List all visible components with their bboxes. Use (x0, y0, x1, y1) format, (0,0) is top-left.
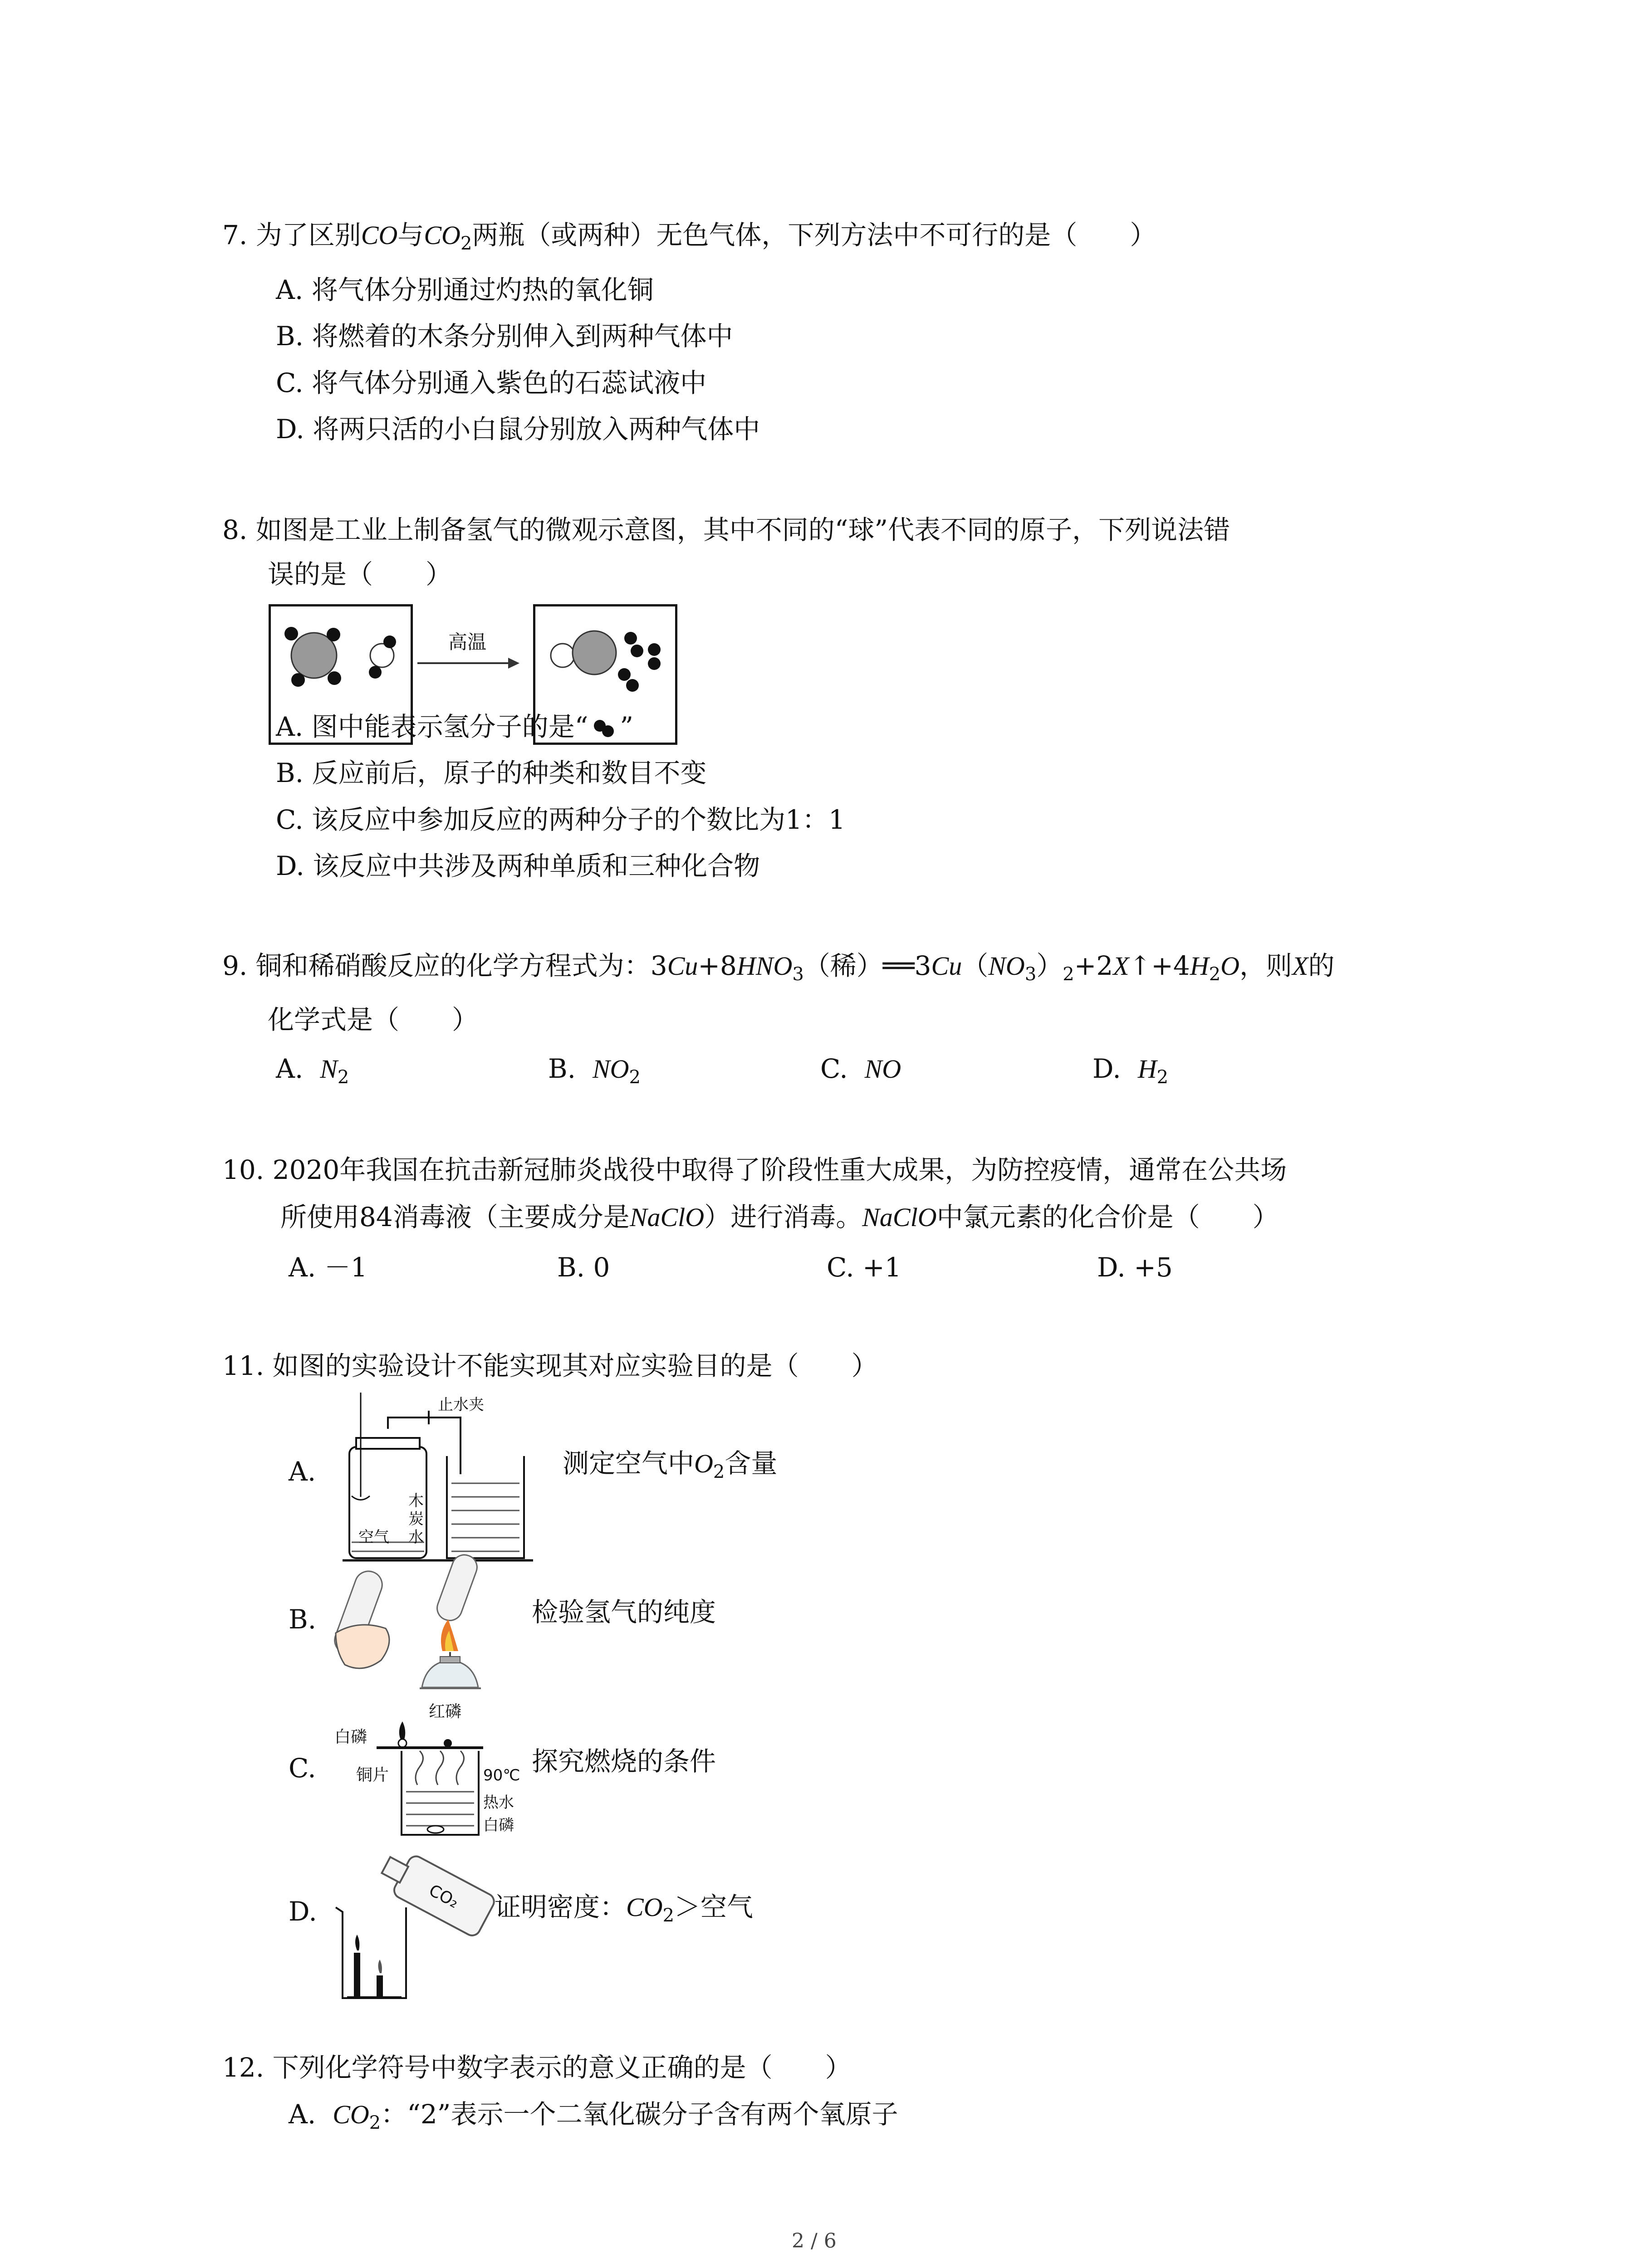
q7-option-d: D. 将两只活的小白鼠分别放入两种气体中 (276, 414, 760, 445)
q12-stem: 12. 下列化学符号中数字表示的意义正确的是（ ） (222, 2052, 852, 2083)
q9-option-b: B. $NO_2$ (548, 1053, 641, 1088)
q10-stem-line2: 所使用84消毒液（主要成分是NaClO）进行消毒。NaClO中氯元素的化合价是（ ） (280, 1202, 1279, 1232)
q10-option-b: B. 0 (557, 1252, 610, 1283)
q11-option-d-text: 证明密度：$CO_2>$空气 (495, 1892, 754, 1926)
q11-c-white-phosphorus-2-label: 白磷 (483, 1816, 514, 1834)
q11-d-co2-bottle-label: CO₂ (426, 1881, 462, 1912)
q9-stem-line2: 化学式是（ ） (268, 1004, 479, 1035)
q11-a-air-label: 空气 (358, 1528, 389, 1546)
q10-option-a: A. －1 (289, 1252, 367, 1283)
q9-option-d: D. $H_2$ (1092, 1053, 1169, 1088)
q11-a-tan-label: 炭 (408, 1510, 424, 1528)
q11-c-hot-water-label: 热水 (483, 1794, 514, 1812)
q8-stem-line2: 误的是（ ） (268, 559, 452, 590)
q10-option-d: D. +5 (1097, 1252, 1173, 1283)
q9-option-a: A. $N_2$ (276, 1053, 349, 1088)
q11-option-a-label: A. (289, 1456, 316, 1487)
q11-figure-b (331, 1551, 504, 1706)
q11-option-b-label: B. (289, 1604, 317, 1635)
q10-stem-line1: 10. 2020年我国在抗击新冠肺炎战役中取得了阶段性重大成果，为防控疫情，通常在公共场 (222, 1154, 1287, 1185)
q11-option-c-label: C. (289, 1753, 316, 1784)
q8-arrow (413, 622, 522, 681)
q12-option-a: A. $CO_2$：“2”表示一个二氧化碳分子含有两个氧原子 (289, 2099, 898, 2133)
q11-figure-d (333, 1853, 506, 2003)
q11-c-temp-label: 90℃ (483, 1766, 520, 1784)
q11-a-mu-label: 木 (408, 1492, 424, 1510)
q8-arrow-label: 高温 (448, 631, 487, 653)
q11-c-red-phosphorus-label: 红磷 (429, 1702, 462, 1721)
q7-stem: 7. 为了区别CO与$CO_2$两瓶（或两种）无色气体，下列方法中不可行的是（ ） (222, 220, 1156, 254)
q9-stem-line1: 9. 铜和稀硝酸反应的化学方程式为：$3Cu+8HNO_3$（稀）$══3Cu(NO_3)_2+2X↑+4H_2O$，则X的 (222, 950, 1335, 985)
hydrogen-molecule-icon (588, 713, 620, 740)
q8-option-c: C. 该反应中参加反应的两种分子的个数比为1：1 (276, 804, 845, 835)
q8-option-a: A. 图中能表示氢分子的是“ ” (276, 711, 634, 742)
q11-a-water-label: 水 (408, 1528, 424, 1546)
q11-option-b-text: 检验氢气的纯度 (532, 1597, 716, 1628)
q8-option-b: B. 反应前后，原子的种类和数目不变 (276, 758, 707, 788)
q7-option-a: A. 将气体分别通过灼热的氧化铜 (276, 274, 654, 305)
q11-a-clamp-label: 止水夹 (438, 1396, 484, 1414)
q8-stem-line1: 8. 如图是工业上制备氢气的微观示意图，其中不同的“球”代表不同的原子，下列说法错 (222, 514, 1230, 545)
q11-option-a-text: 测定空气中$O_2$含量 (563, 1448, 778, 1482)
q8-option-d: D. 该反应中共涉及两种单质和三种化合物 (276, 850, 760, 881)
q9-option-c: C. NO (820, 1053, 901, 1084)
q7-option-b: B. 将燃着的木条分别伸入到两种气体中 (276, 321, 733, 352)
q11-option-c-text: 探究燃烧的条件 (532, 1746, 716, 1777)
q11-stem: 11. 如图的实验设计不能实现其对应实验目的是（ ） (222, 1350, 878, 1381)
q11-figure-a (333, 1393, 533, 1565)
q10-option-c: C. +1 (827, 1252, 901, 1283)
q11-figure-c (333, 1699, 533, 1848)
q7-option-c: C. 将气体分别通入紫色的石蕊试液中 (276, 367, 707, 398)
page-number: 2 / 6 (792, 2229, 837, 2253)
q11-option-d-label: D. (289, 1896, 317, 1927)
q11-c-copper-label: 铜片 (356, 1766, 389, 1784)
q11-c-white-phosphorus-label: 白磷 (334, 1728, 367, 1746)
